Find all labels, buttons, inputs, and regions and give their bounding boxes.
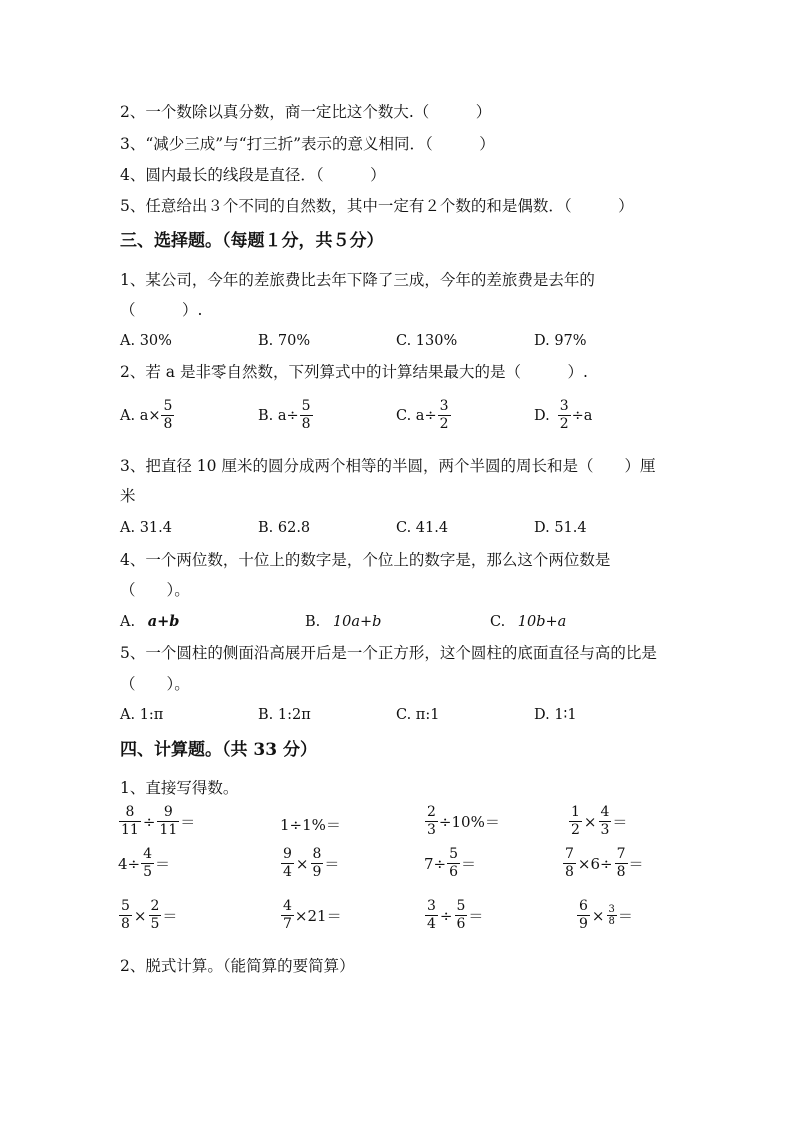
expression: ÷10%＝ bbox=[438, 813, 500, 831]
choice-question-3-cont: 米 bbox=[120, 487, 136, 505]
equals: ＝ bbox=[612, 813, 628, 831]
operator: × bbox=[583, 812, 597, 831]
q3-option-b: B. 62.8 bbox=[258, 520, 311, 536]
equals: ＝ bbox=[617, 907, 633, 925]
operator: ÷ bbox=[142, 812, 156, 831]
q4-option-a bbox=[120, 612, 179, 632]
operator: × bbox=[591, 906, 605, 925]
calc-question-2-title: 2、脱式计算。（能简算的要简算） bbox=[120, 957, 355, 975]
expression: 4÷ bbox=[118, 854, 141, 873]
fraction: $\frac{7}{8}$ bbox=[616, 846, 626, 880]
q4-c-expression: 10b+a bbox=[517, 614, 567, 630]
fraction: $\frac{4}{3}$ bbox=[600, 804, 610, 838]
q2-b-fraction: $\frac{5}{8}$ bbox=[301, 398, 311, 432]
calc-r1-c4 bbox=[568, 804, 627, 839]
calc-r3-c2 bbox=[280, 898, 342, 933]
section-4-title: 四、计算题。（共 33 分） bbox=[120, 740, 317, 760]
choice-question-1: 1、某公司，今年的差旅费比去年下降了三成，今年的差旅费是去年的 bbox=[120, 271, 595, 289]
q4-c-prefix: C. bbox=[490, 614, 506, 630]
q4-b-prefix: B. bbox=[305, 614, 321, 630]
fraction: $\frac{4}{7}$ bbox=[283, 898, 292, 932]
fraction: $\frac{5}{6}$ bbox=[456, 898, 466, 932]
fraction: $\frac{9}{4}$ bbox=[283, 846, 292, 880]
calc-question-1-title: 1、直接写得数。 bbox=[120, 779, 239, 797]
choice-question-4: 4、一个两位数，十位上的数字是，个位上的数字是，那么这个两位数是 bbox=[120, 551, 611, 569]
fraction: $\frac{9}{11}$ bbox=[159, 804, 178, 838]
q2-option-b bbox=[258, 398, 314, 433]
calc-r3-c1 bbox=[118, 898, 177, 933]
expression: 1÷1%＝ bbox=[280, 816, 341, 834]
fraction: $\frac{2}{3}$ bbox=[427, 804, 436, 838]
calc-r1-c2 bbox=[280, 814, 341, 835]
choice-question-2: 2、若 a 是非零自然数，下列算式中的计算结果最大的是（ ）. bbox=[120, 363, 588, 381]
q2-d-prefix: D. bbox=[534, 407, 550, 424]
q2-c-prefix: C. a÷ bbox=[396, 407, 437, 424]
q5-option-a: A. 1:π bbox=[120, 707, 164, 723]
q4-a-prefix: A. bbox=[120, 614, 136, 630]
calc-r2-c4 bbox=[562, 846, 644, 881]
q2-b-prefix: B. a÷ bbox=[258, 407, 299, 424]
q5-option-d: D. 1∶1 bbox=[534, 707, 577, 723]
q2-option-a bbox=[120, 398, 175, 433]
q2-option-c bbox=[396, 398, 452, 433]
section-3-title: 三、选择题。（每题１分，共５分） bbox=[120, 231, 384, 251]
q2-d-fraction: $\frac{3}{2}$ bbox=[559, 398, 569, 432]
q2-d-suffix: ÷a bbox=[571, 407, 593, 424]
fraction: $\frac{5}{8}$ bbox=[121, 898, 130, 932]
calc-r3-c3 bbox=[424, 898, 483, 933]
fraction: $\frac{8}{11}$ bbox=[121, 804, 139, 838]
fraction: $\frac{3}{4}$ bbox=[427, 898, 436, 932]
calc-r3-c4 bbox=[576, 898, 633, 933]
equals: ＝ bbox=[162, 907, 178, 925]
q4-option-c bbox=[490, 612, 566, 632]
calc-r1-c1 bbox=[118, 804, 195, 839]
q5-option-c: C. π:1 bbox=[396, 707, 440, 723]
equals: ＝ bbox=[155, 855, 171, 873]
choice-question-4-cont: （ ）。 bbox=[120, 581, 190, 599]
q3-option-c: C. 41.4 bbox=[396, 520, 449, 536]
judge-question-3: 3、“减少三成”与“打三折”表示的意义相同．（ ） bbox=[120, 135, 495, 153]
q2-a-fraction: $\frac{5}{8}$ bbox=[163, 398, 173, 432]
operator: × bbox=[133, 906, 147, 925]
judge-question-4: 4、圆内最长的线段是直径．（ ） bbox=[120, 166, 386, 184]
operator: × bbox=[295, 854, 309, 873]
choice-question-3: 3、把直径 10 厘米的圆分成两个相等的半圆，两个半圆的周长和是（ ）厘 bbox=[120, 457, 656, 475]
q4-b-expression: 10a+b bbox=[332, 614, 382, 630]
equals: ＝ bbox=[461, 855, 477, 873]
expression: ×21＝ bbox=[294, 907, 342, 925]
equals: ＝ bbox=[180, 813, 196, 831]
q4-option-b bbox=[305, 612, 381, 632]
judge-question-5: 5、任意给出３个不同的自然数，其中一定有２个数的和是偶数．（ ） bbox=[120, 197, 634, 215]
calc-r1-c3 bbox=[424, 804, 500, 839]
fraction: $\frac{6}{9}$ bbox=[579, 898, 588, 932]
q2-a-prefix: A. a× bbox=[120, 407, 161, 424]
operator: ÷ bbox=[439, 906, 453, 925]
equals: ＝ bbox=[324, 855, 340, 873]
fraction: $\frac{7}{8}$ bbox=[565, 846, 574, 880]
q2-option-d bbox=[534, 398, 592, 433]
calc-r2-c3 bbox=[424, 846, 476, 881]
q2-c-fraction: $\frac{3}{2}$ bbox=[439, 398, 449, 432]
fraction: $\frac{4}{5}$ bbox=[143, 846, 153, 880]
q1-option-a: A. 30% bbox=[120, 333, 172, 349]
q1-option-d: D. 97% bbox=[534, 333, 587, 349]
fraction: $\frac{3}{8}$ bbox=[608, 904, 615, 927]
q1-option-b: B. 70% bbox=[258, 333, 311, 349]
q5-option-b: B. 1:2π bbox=[258, 707, 311, 723]
equals: ＝ bbox=[468, 907, 484, 925]
judge-question-2: 2、一个数除以真分数，商一定比这个数大.（ ） bbox=[120, 103, 492, 121]
fraction: $\frac{5}{6}$ bbox=[449, 846, 459, 880]
choice-question-5-cont: （ ）。 bbox=[120, 675, 190, 693]
expression: 7÷ bbox=[424, 854, 447, 873]
q3-option-a: A. 31.4 bbox=[120, 520, 172, 536]
operator: ×6÷ bbox=[577, 854, 613, 873]
calc-r2-c1 bbox=[118, 846, 170, 881]
choice-question-5: 5、一个圆柱的侧面沿高展开后是一个正方形，这个圆柱的底面直径与高的比是 bbox=[120, 644, 657, 662]
choice-question-1-cont: （ ）. bbox=[120, 301, 203, 319]
calc-r2-c2 bbox=[280, 846, 339, 881]
fraction: $\frac{1}{2}$ bbox=[571, 804, 580, 838]
q1-option-c: C. 130% bbox=[396, 333, 458, 349]
fraction: $\frac{2}{5}$ bbox=[150, 898, 160, 932]
q3-option-d: D. 51.4 bbox=[534, 520, 587, 536]
q4-a-expression: a+b bbox=[147, 613, 180, 630]
equals: ＝ bbox=[628, 855, 644, 873]
fraction: $\frac{8}{9}$ bbox=[312, 846, 322, 880]
